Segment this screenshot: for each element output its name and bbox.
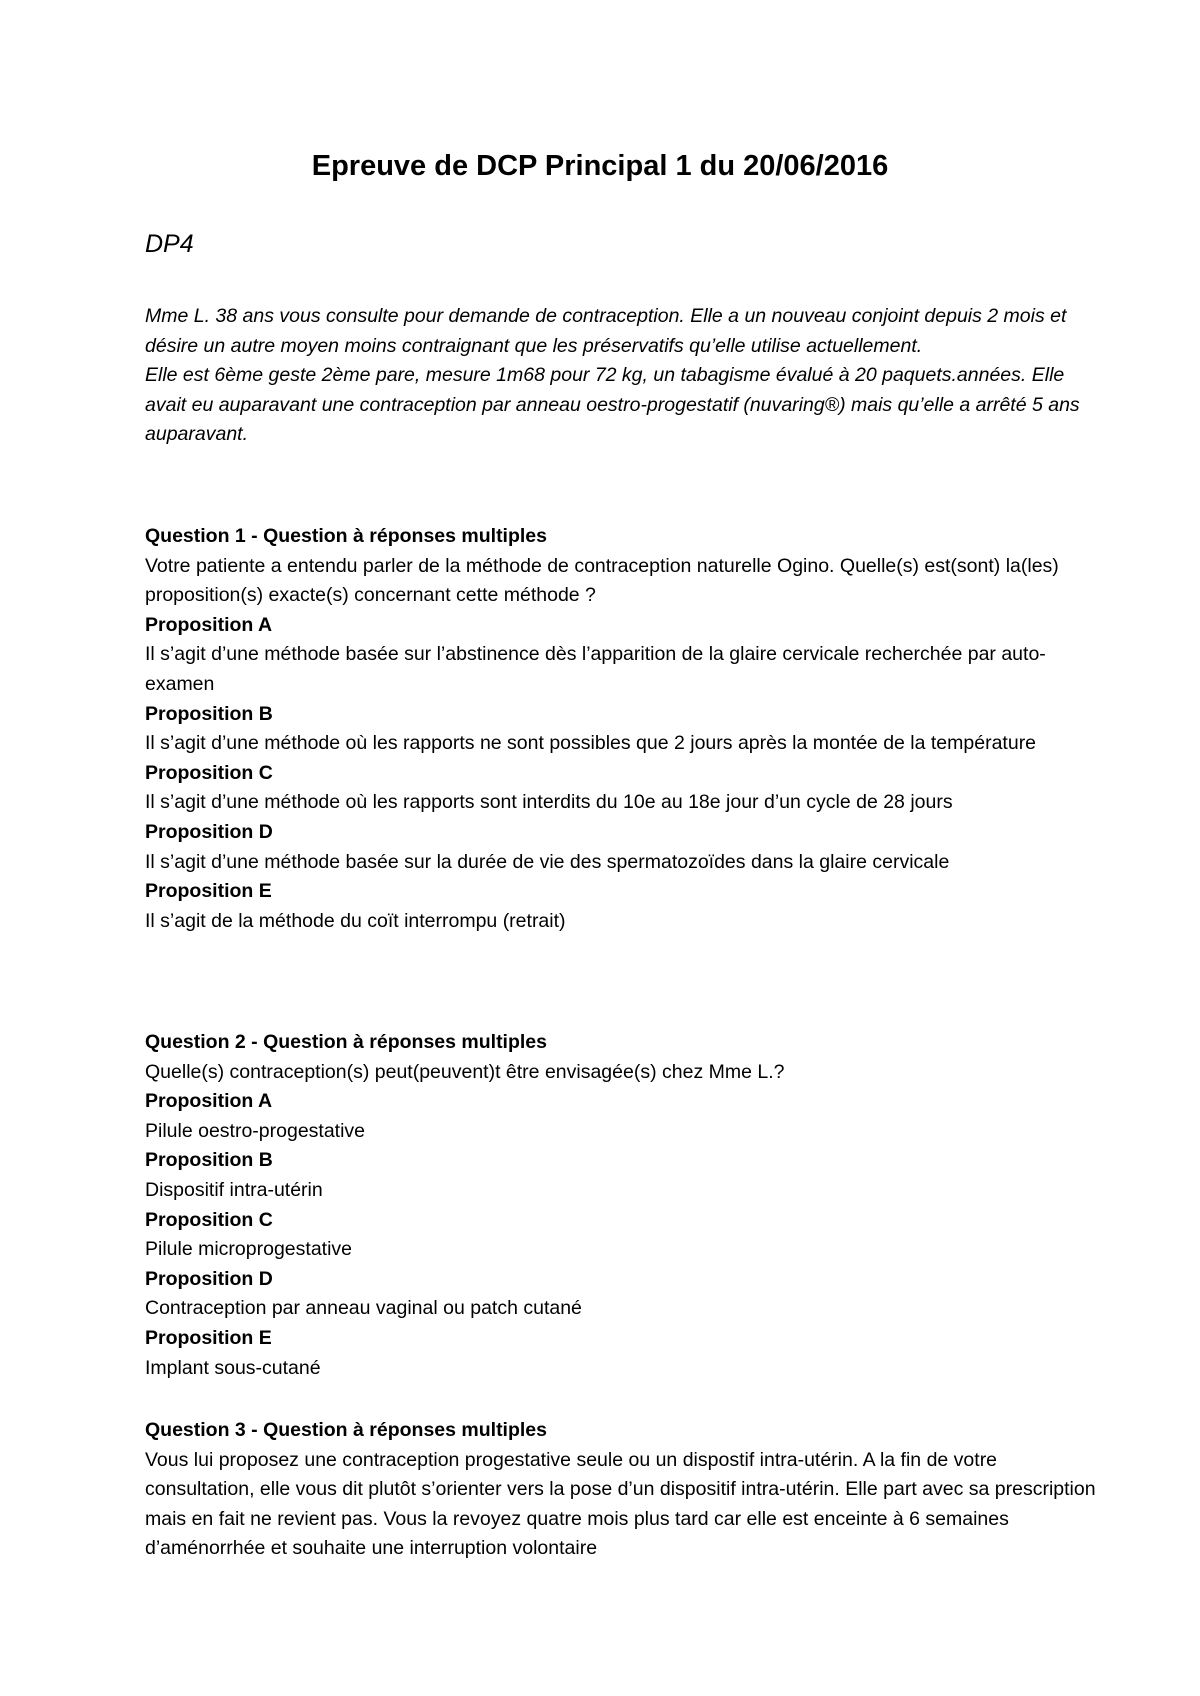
- proposition-label: Proposition D: [145, 820, 273, 843]
- proposition-label: Proposition A: [145, 1090, 273, 1113]
- proposition-label: Proposition C: [145, 761, 273, 784]
- question-3: [145, 1416, 1105, 1564]
- proposition-label: Proposition E: [145, 880, 272, 903]
- proposition-text: Pilule microprogestative: [145, 1238, 353, 1261]
- proposition-text: Contraception par anneau vaginal ou patch cutané: [145, 1297, 582, 1320]
- proposition-text: Dispositif intra-utérin: [145, 1178, 323, 1201]
- proposition-label: Proposition D: [145, 1267, 273, 1290]
- question-title: Question 2 - Question à réponses multiples: [145, 1031, 547, 1053]
- proposition-label: Proposition E: [145, 1326, 272, 1349]
- proposition-label: Proposition A: [145, 613, 273, 636]
- proposition-text: Il s’agit d’une méthode où les rapports sont interdits du 10e au 18e jour d’un cycle de 28 jours: [145, 791, 953, 814]
- question-title: Question 3 - Question à réponses multiples: [145, 1419, 547, 1441]
- proposition-label: Proposition B: [145, 1149, 273, 1172]
- page-title: Epreuve de DCP Principal 1 du 20/06/2016: [311, 150, 889, 182]
- proposition-text: Implant sous-cutané: [145, 1356, 321, 1379]
- question-text: Votre patiente a entendu parler de la méthode de contraception naturelle Ogino. Quelle(s) est(sont) la(les) proposition(s) exacte(s) concernant cette méthode ?: [145, 554, 1059, 607]
- proposition-text: Pilule oestro-progestative: [145, 1119, 366, 1142]
- question-title: Question 1 - Question à réponses multiples: [145, 525, 547, 547]
- proposition-text: Il s’agit de la méthode du coït interrompu (retrait): [145, 909, 566, 932]
- proposition-text: Il s’agit d’une méthode basée sur l’abstinence dès l’apparition de la glaire cervicale recherchée par auto-examen: [145, 643, 1046, 695]
- intro-paragraph: Mme L. 38 ans vous consulte pour demande de contraception. Elle a un nouveau conjoint depuis 2 mois et désire un autre moyen moins contraignant que les préservatifs qu’elle utilise actuellement.: [145, 305, 1067, 357]
- question-text: Quelle(s) contraception(s) peut(peuvent)t être envisagée(s) chez Mme L.?: [145, 1060, 785, 1083]
- proposition-label: Proposition B: [145, 702, 273, 725]
- question-text: Vous lui proposez une contraception progestative seule ou un dispostif intra-utérin. A la fin de votre consultation, elle vous dit plutôt s’orienter vers la pose d’un dispositif intra-utérin. Elle part avec sa prescription mais en fait ne revient pas. Vous la revoyez quatre mois plus tard car elle est enceinte à 6 semaines d’aménorrhée et souhaite une interruption volontaire: [145, 1448, 1096, 1560]
- question-2: [145, 1028, 1105, 1383]
- case-intro: [145, 302, 1085, 450]
- proposition-text: Il s’agit d’une méthode où les rapports ne sont possibles que 2 jours après la montée de la température: [145, 732, 1037, 755]
- proposition-text: Il s’agit d’une méthode basée sur la durée de vie des spermatozoïdes dans la glaire cervicale: [145, 850, 950, 873]
- question-1: [145, 522, 1105, 936]
- section-subtitle: DP4: [145, 230, 194, 258]
- intro-paragraph: Elle est 6ème geste 2ème pare, mesure 1m68 pour 72 kg, un tabagisme évalué à 20 paquets.années. Elle avait eu auparavant une contraception par anneau oestro-progestatif (nuvaring®) mais qu’elle a arrêté 5 ans auparavant.: [145, 364, 1080, 446]
- proposition-label: Proposition C: [145, 1208, 273, 1231]
